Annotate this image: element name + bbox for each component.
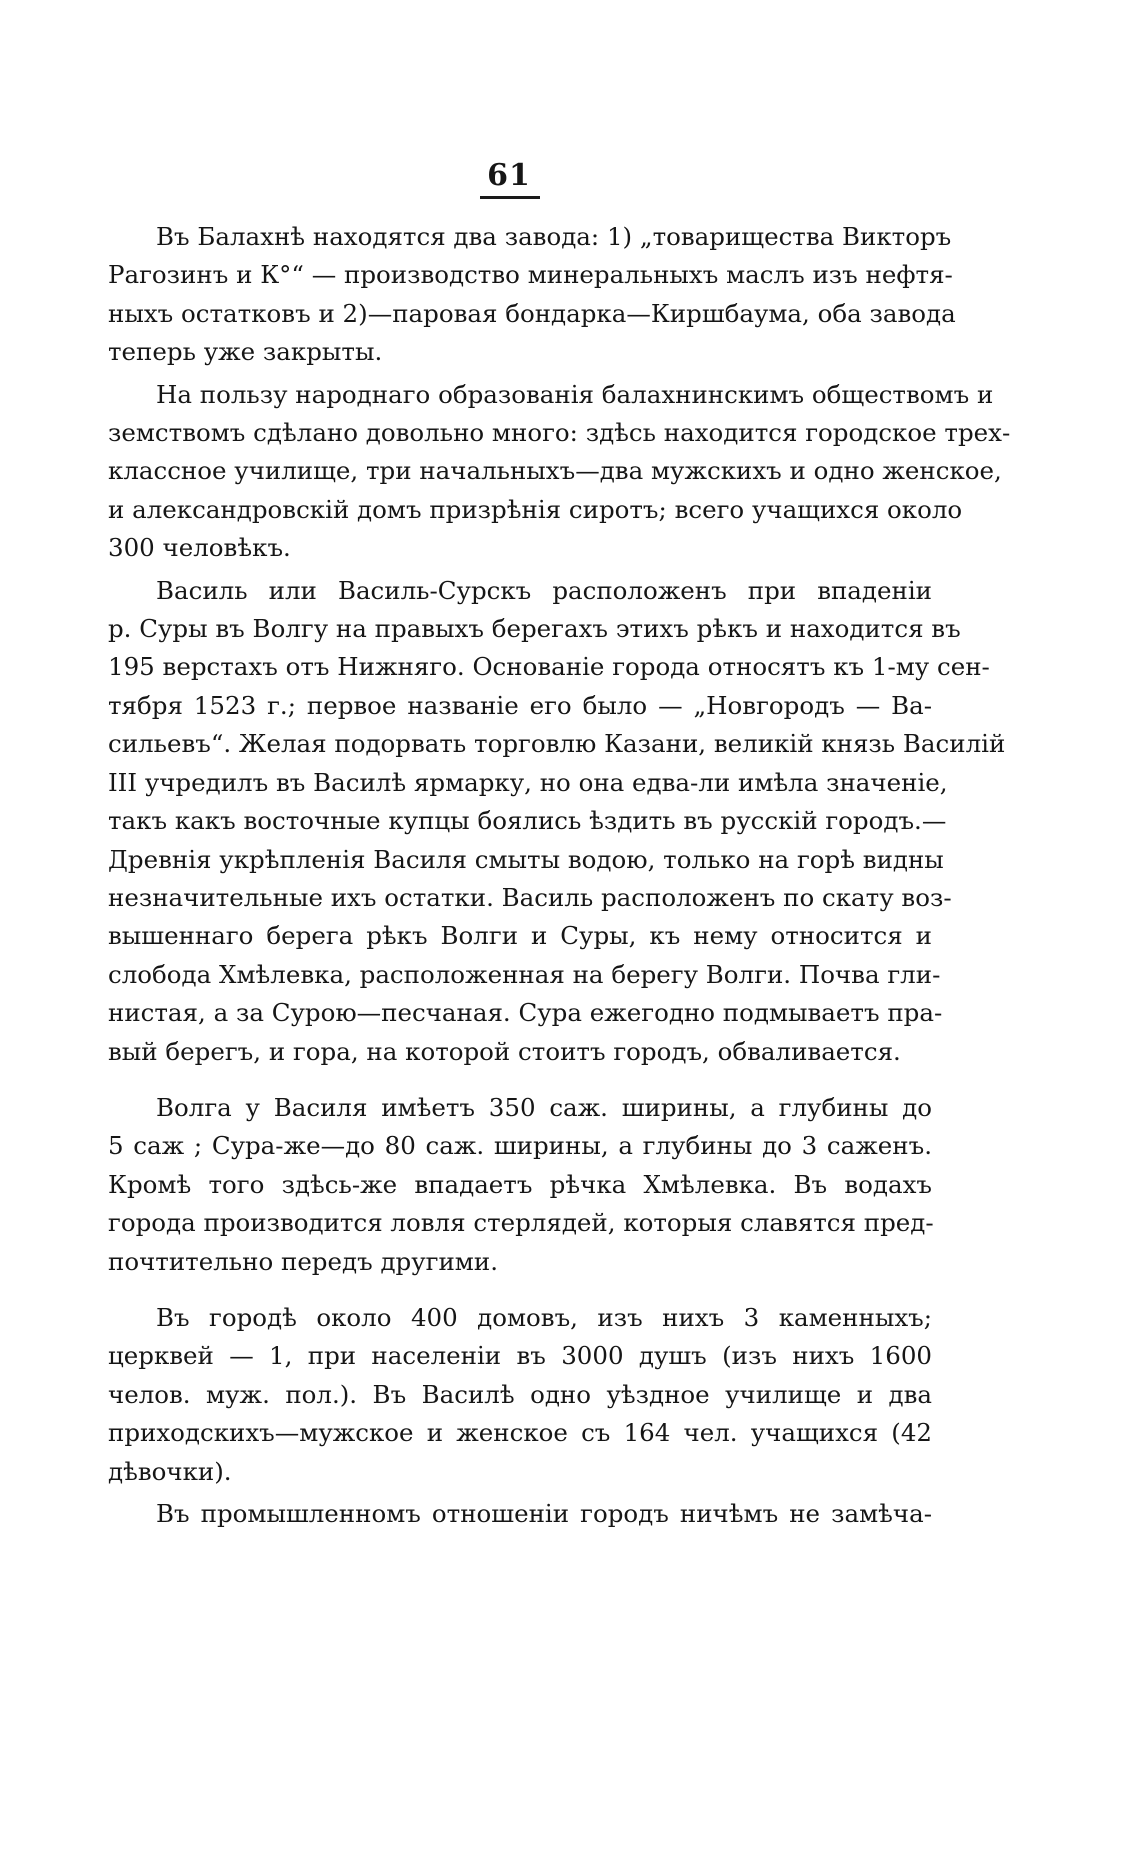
text-line: дѣвочки). (108, 1456, 232, 1486)
text-line: Древнія укрѣпленія Василя смыты водою, только на горѣ видны (108, 844, 944, 874)
paragraph-1 (108, 218, 956, 372)
text-line: Въ Балахнѣ находятся два завода: 1) „товарищества Викторъ (156, 222, 952, 251)
body-text (108, 218, 1011, 1533)
text-line: теперь уже закрыты. (108, 337, 383, 367)
text-line: Василь или Василь-Сурскъ расположенъ при впаденіи (156, 575, 932, 605)
text-line: такъ какъ восточные купцы боялись ѣздить въ русскій городъ.— (108, 806, 947, 836)
text-line: приходскихъ—мужское и женское съ 164 чел. учащихся (42 (108, 1418, 932, 1448)
text-line: нистая, а за Сурою—песчаная. Сура ежегодно подмываетъ пра- (108, 998, 943, 1028)
text-line: тября 1523 г.; первое названіе его было — „Новгородъ — Ва- (108, 690, 932, 720)
text-line: р. Суры въ Волгу на правыхъ берегахъ этихъ рѣкъ и находится въ (108, 614, 961, 644)
text-line: земствомъ сдѣлано довольно много: здѣсь находится городское трех- (108, 418, 1011, 448)
text-line: III учредилъ въ Василѣ ярмарку, но она едва-ли имѣла значеніе, (108, 767, 948, 797)
text-line: 5 саж ; Сура-же—до 80 саж. ширины, а глубины до 3 саженъ. (108, 1131, 932, 1161)
paragraph-3 (108, 572, 1006, 1071)
text-line: слобода Хмѣлевка, расположенная на берегу Волги. Почва гли- (108, 959, 941, 989)
text-line: сильевъ“. Желая подорвать торговлю Казани, великій князь Василій (108, 729, 1006, 759)
text-line: и александровскій домъ призрѣнія сиротъ; всего учащихся около (108, 494, 963, 524)
text-line: 300 человѣкъ. (108, 533, 291, 563)
text-line: Въ городѣ около 400 домовъ, изъ нихъ 3 каменныхъ; (156, 1302, 932, 1332)
text-line: Рагозинъ и К°“ — производство минеральныхъ маслъ изъ нефтя- (108, 260, 953, 290)
text-line: челов. муж. пол.). Въ Василѣ одно уѣздное училище и два (108, 1379, 932, 1409)
text-line: Волга у Василя имѣетъ 350 саж. ширины, а глубины до (156, 1092, 932, 1122)
text-line: ныхъ остатковъ и 2)—паровая бондарка—Киршбаума, оба завода (108, 298, 956, 328)
page-number-underline (480, 196, 540, 199)
text-line: Въ промышленномъ отношеніи городъ ничѣмъ не замѣча- (156, 1499, 932, 1528)
text-line: Кромѣ того здѣсь-же впадаетъ рѣчка Хмѣлевка. Въ водахъ (108, 1169, 932, 1199)
text-line: церквей — 1, при населеніи въ 3000 душъ (изъ нихъ 1600 (108, 1341, 932, 1371)
text-line: незначительные ихъ остатки. Василь расположенъ по скату воз- (108, 882, 952, 912)
paragraph-6 (108, 1495, 932, 1533)
paragraph-2 (108, 376, 1011, 568)
text-line: вый берегъ, и гора, на которой стоитъ городъ, обваливается. (108, 1036, 901, 1066)
text-line: 195 верстахъ отъ Нижняго. Основаніе города относятъ къ 1-му сен- (108, 652, 990, 682)
text-line: классное училище, три начальныхъ—два мужскихъ и одно женское, (108, 456, 1002, 486)
text-line: почтительно передъ другими. (108, 1246, 498, 1276)
page-number: 61 (487, 158, 531, 193)
paragraph-5 (108, 1299, 932, 1491)
text-line: вышеннаго берега рѣкъ Волги и Суры, къ нему относится и (108, 921, 932, 951)
text-line: На пользу народнаго образованія балахнинскимъ обществомъ и (156, 379, 994, 409)
paragraph-4 (108, 1089, 932, 1281)
text-line: города производится ловля стерлядей, которыя славятся пред- (108, 1208, 934, 1238)
